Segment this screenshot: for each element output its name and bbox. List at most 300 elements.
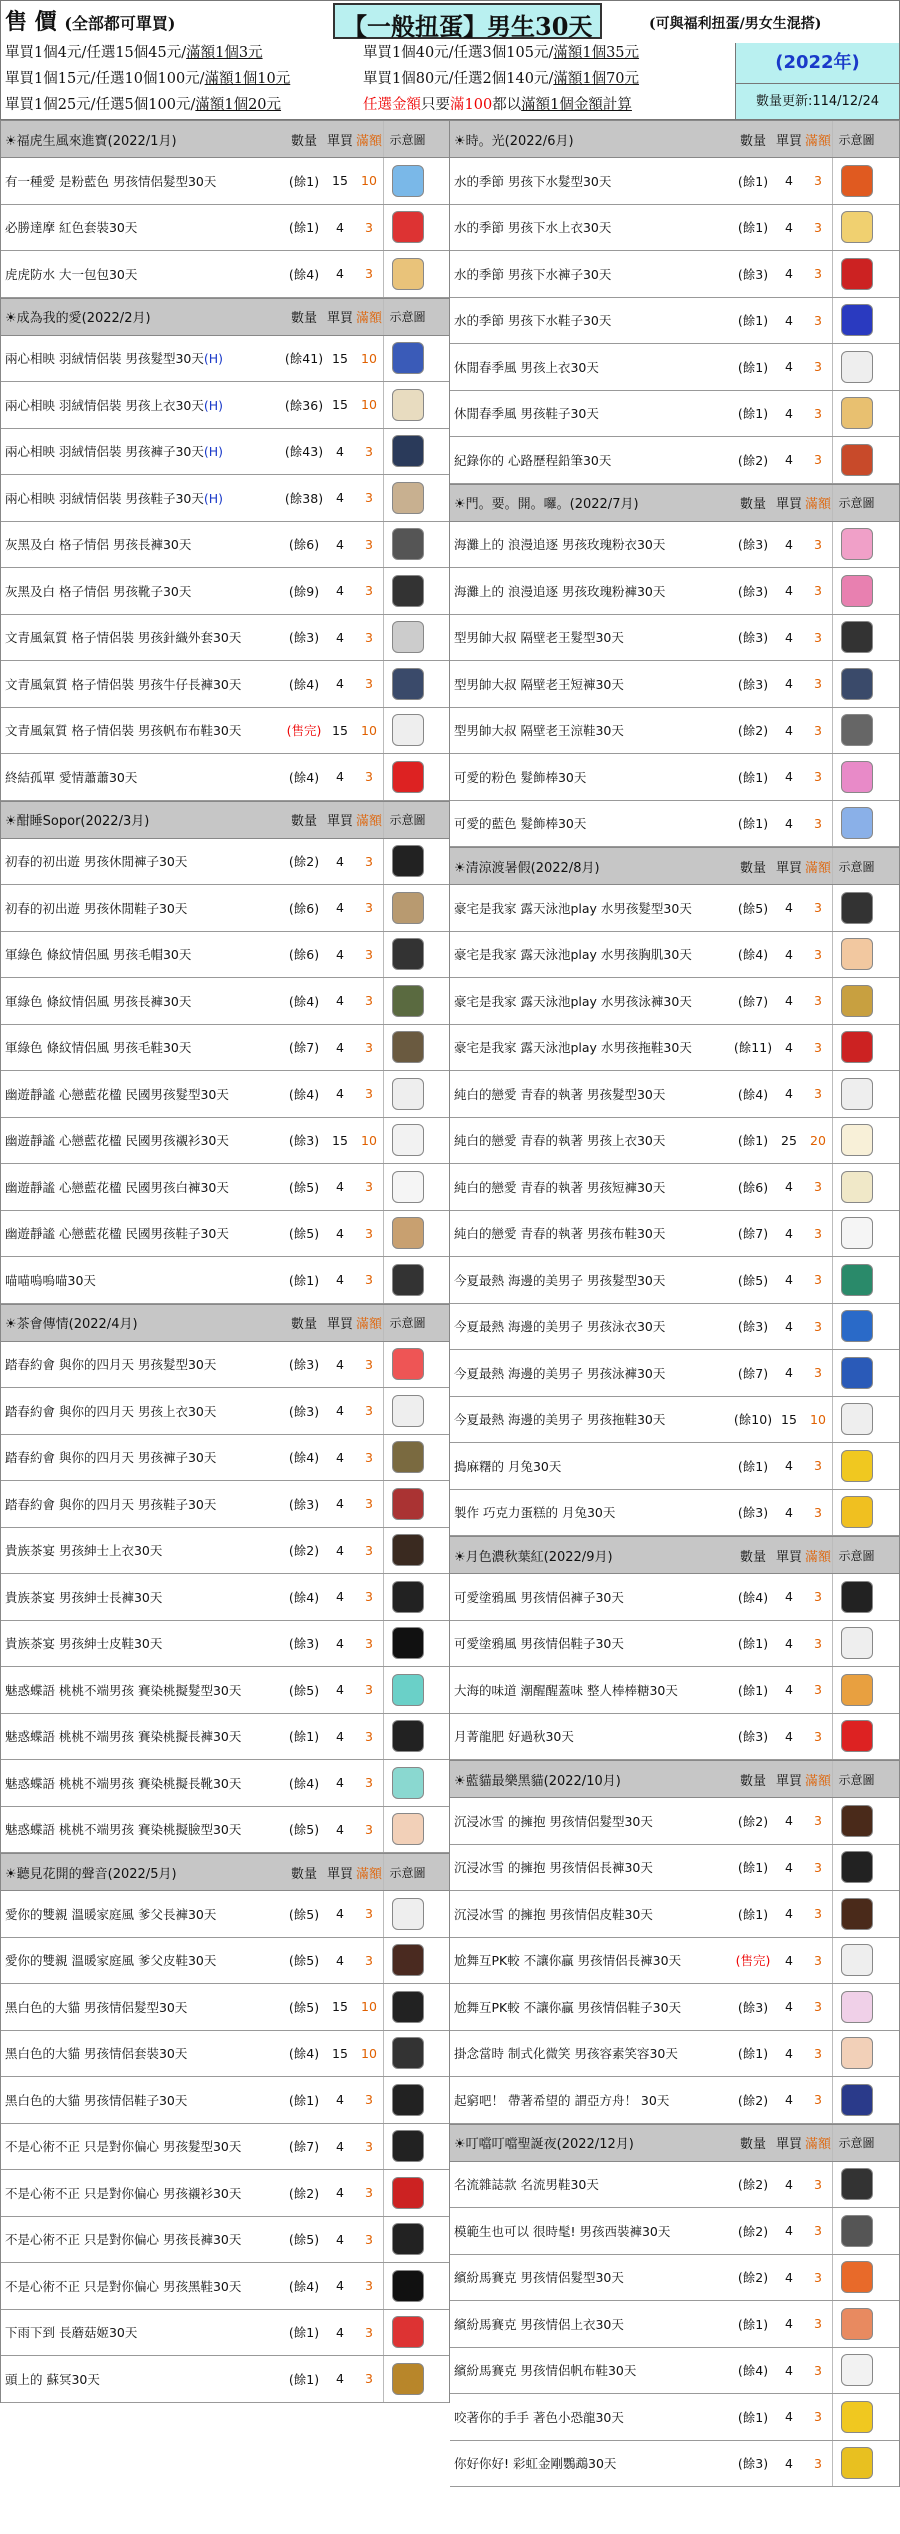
item-name-text: 魅惑蝶語 桃桃不端男孩 賽染桃擬臉型30天 (5, 1822, 242, 1838)
item-name-text: 可愛塗鴉風 男孩情侶鞋子30天 (454, 1636, 624, 1652)
item-thumbnail (832, 1798, 880, 1844)
item-thumbnail-icon (392, 575, 424, 607)
item-qty: (餘1) (288, 173, 320, 189)
item-thumbnail (832, 754, 880, 800)
table-row (1, 615, 449, 662)
item-thumbnail (832, 2077, 880, 2123)
item-thumbnail-icon (841, 575, 873, 607)
col-full-label: 滿額 (804, 497, 831, 512)
item-price: 4 (336, 1496, 344, 1512)
table-row (1, 978, 449, 1025)
item-full-price: 10 (361, 397, 377, 413)
item-thumbnail-icon (841, 2447, 873, 2479)
item-qty: (餘4) (288, 2278, 320, 2294)
item-name-text: 起窮吧！ 帶著希望的 謂亞方舟！ 30天 (454, 2092, 670, 2108)
table-row (450, 522, 899, 569)
item-thumbnail-icon (841, 668, 873, 700)
item-name-text: 海灘上的 浪漫追逐 男孩玫瑰粉衣30天 (454, 537, 666, 553)
item-full-price: 3 (814, 1728, 822, 1744)
item-name-text: 黑白色的大貓 男孩情侶髮型30天 (5, 1999, 188, 2015)
item-full-price: 3 (814, 2409, 822, 2425)
item-full-price: 10 (361, 350, 377, 366)
item-thumbnail (383, 1025, 431, 1071)
item-name (450, 1457, 732, 1475)
item-qty: (餘7) (737, 993, 769, 1009)
item-thumbnail (832, 298, 880, 344)
item-price: 4 (336, 2138, 344, 2154)
item-name-text: 純白的戀愛 青春的執著 男孩布鞋30天 (454, 1226, 666, 1242)
item-qty: (餘3) (737, 1319, 769, 1335)
item-name (1, 1131, 283, 1149)
item-thumbnail-icon (392, 2037, 424, 2069)
item-qty: (餘3) (288, 1496, 320, 1512)
item-name (1, 218, 283, 236)
table-row (450, 1845, 899, 1892)
item-thumbnail-icon (841, 528, 873, 560)
item-thumbnail (832, 1667, 880, 1713)
item-name (450, 2268, 732, 2286)
table-row (450, 2077, 899, 2124)
item-name (450, 628, 732, 646)
table-row (450, 1443, 899, 1490)
item-price: 4 (336, 900, 344, 916)
col-full-label: 滿額 (804, 2137, 831, 2152)
table-row (1, 1118, 449, 1165)
item-qty: (餘3) (737, 537, 769, 553)
item-full-price: 10 (810, 1411, 826, 1427)
item-name-text: 踏春約會 與你的四月天 男孩褲子30天 (5, 1450, 217, 1466)
item-price: 4 (336, 853, 344, 869)
item-thumbnail-icon (392, 2316, 424, 2348)
item-qty: (餘3) (737, 583, 769, 599)
item-name (1, 1355, 283, 1373)
table-row (450, 932, 899, 979)
item-price: 4 (785, 1318, 793, 1334)
item-thumbnail-icon (392, 211, 424, 243)
table-row (1, 1164, 449, 1211)
item-thumbnail (383, 1211, 431, 1257)
item-qty: (餘4) (288, 1086, 320, 1102)
item-full-price: 3 (814, 1682, 822, 1698)
price-segment: 滿100 (450, 97, 493, 113)
item-price: 4 (785, 722, 793, 738)
item-qty: (餘1) (737, 1458, 769, 1474)
item-thumbnail (832, 1164, 880, 1210)
item-full-price: 3 (365, 1449, 373, 1465)
item-price: 4 (336, 1682, 344, 1698)
item-price: 4 (336, 2324, 344, 2340)
item-name-text: 型男帥大叔 隔壁老王短褲30天 (454, 676, 624, 692)
item-price: 4 (336, 1179, 344, 1195)
item-thumbnail (832, 1211, 880, 1257)
item-qty: (餘3) (737, 1999, 769, 2015)
item-qty: (餘2) (737, 2270, 769, 2286)
table-row (1, 2217, 449, 2264)
item-thumbnail (383, 1891, 431, 1937)
item-thumbnail (832, 1984, 880, 2030)
table-row (450, 1164, 899, 1211)
item-name-text: 休閒春季風 男孩上衣30天 (454, 359, 599, 375)
item-qty: (餘7) (737, 1365, 769, 1381)
item-qty: (餘11) (733, 1040, 773, 1056)
item-thumbnail-icon (392, 1581, 424, 1613)
item-qty: (餘2) (737, 723, 769, 739)
item-full-price: 3 (365, 2185, 373, 2201)
item-qty: (餘1) (737, 2046, 769, 2062)
item-thumbnail (832, 251, 880, 297)
item-name-text: 魅惑蝶語 桃桃不端男孩 賽染桃擬髮型30天 (5, 1682, 242, 1698)
item-qty: (餘3) (737, 630, 769, 646)
item-name-suffix: (H) (203, 490, 224, 506)
item-price: 4 (336, 1635, 344, 1651)
item-thumbnail-icon (392, 938, 424, 970)
item-thumbnail-icon (841, 304, 873, 336)
item-thumbnail (832, 1350, 880, 1396)
item-price: 15 (332, 397, 348, 413)
item-full-price: 3 (814, 815, 822, 831)
table-row (1, 1714, 449, 1761)
item-thumbnail-icon (841, 1898, 873, 1930)
item-thumbnail-icon (392, 1944, 424, 1976)
table-row (1, 382, 449, 429)
item-thumbnail-icon (392, 258, 424, 290)
table-row (450, 1490, 899, 1537)
table-row (1, 1667, 449, 1714)
price-line (5, 41, 263, 62)
table-row (450, 1397, 899, 1444)
item-thumbnail-icon (841, 1031, 873, 1063)
item-qty: (餘3) (737, 676, 769, 692)
item-price: 4 (336, 536, 344, 552)
item-full-price: 3 (365, 266, 373, 282)
item-price: 4 (336, 1906, 344, 1922)
item-price: 4 (785, 1589, 793, 1605)
item-thumbnail-icon (841, 165, 873, 197)
item-thumbnail (383, 1388, 431, 1434)
item-full-price: 3 (365, 1635, 373, 1651)
item-name-text: 不是心術不正 只是對你偏心 男孩黑鞋30天 (5, 2278, 242, 2294)
item-full-price: 3 (365, 443, 373, 459)
left-column (0, 120, 450, 2403)
item-name (1, 992, 283, 1010)
item-thumbnail (832, 1071, 880, 1117)
item-thumbnail (383, 1164, 431, 1210)
price-line (363, 93, 632, 114)
price-segment: 滿額1個3元 (186, 45, 263, 61)
item-price: 4 (336, 2185, 344, 2201)
item-thumbnail (832, 2031, 880, 2077)
item-name (450, 2175, 732, 2193)
item-price: 4 (785, 2409, 793, 2425)
item-full-price: 3 (365, 900, 373, 916)
section-header (450, 484, 899, 522)
item-qty: (售完) (735, 1953, 771, 1969)
item-price: 15 (781, 1411, 797, 1427)
item-full-price: 3 (814, 1179, 822, 1195)
item-name (1, 2184, 283, 2202)
item-name-text: 貴族茶宴 男孩紳士長褲30天 (5, 1589, 163, 1605)
item-name (450, 535, 732, 553)
item-name-text: 兩心相映 羽絨情侶裝 男孩褲子30天 (5, 444, 204, 460)
item-thumbnail-icon (392, 845, 424, 877)
col-full-label: 滿額 (355, 1317, 382, 1332)
item-qty: (餘5) (288, 1906, 320, 1922)
item-thumbnail-icon (392, 1488, 424, 1520)
item-price: 4 (336, 2092, 344, 2108)
item-name-text: 月菁龍肥 好過秋30天 (454, 1729, 574, 1745)
item-qty: (餘1) (737, 2409, 769, 2425)
price-segment: 滿額1個10元 (204, 71, 291, 87)
item-thumbnail (832, 1118, 880, 1164)
item-full-price: 3 (365, 2278, 373, 2294)
item-thumbnail-icon (392, 1813, 424, 1845)
item-thumbnail (383, 708, 431, 754)
item-thumbnail-icon (392, 2363, 424, 2395)
item-thumbnail (383, 522, 431, 568)
table-row (1, 1760, 449, 1807)
item-full-price: 3 (365, 1179, 373, 1195)
item-name-text: 可愛的粉色 髮飾棒30天 (454, 769, 587, 785)
item-qty: (餘5) (288, 1953, 320, 1969)
item-name (1, 1634, 283, 1652)
item-name-text: 純白的戀愛 青春的執著 男孩髮型30天 (454, 1086, 666, 1102)
item-full-price: 3 (814, 946, 822, 962)
item-thumbnail (832, 978, 880, 1024)
col-img-label: 示意圖 (832, 2125, 880, 2161)
item-price: 4 (785, 1728, 793, 1744)
item-price: 4 (336, 1449, 344, 1465)
update-date: 數量更新:114/12/24 (735, 83, 899, 119)
item-qty: (餘4) (288, 769, 320, 785)
price-segment: 滿額1個20元 (195, 97, 282, 113)
col-qty-label: 數量 (739, 497, 766, 512)
item-thumbnail (383, 1118, 431, 1164)
section-title: ☀門。要。開。囉。(2022/7月) (454, 497, 639, 512)
item-qty: (餘1) (288, 1729, 320, 1745)
item-thumbnail (383, 1435, 431, 1481)
section-title: ☀叮噹叮噹聖誕夜(2022/12月) (454, 2137, 634, 2152)
item-qty: (餘1) (737, 173, 769, 189)
item-thumbnail (383, 2170, 431, 2216)
item-thumbnail (383, 205, 431, 251)
item-name (1, 2323, 283, 2341)
item-name-text: 掛念當時 制式化微笑 男孩容素笑容30天 (454, 2046, 678, 2062)
table-row (1, 1388, 449, 1435)
item-full-price: 3 (814, 1635, 822, 1651)
table-row (1, 251, 449, 298)
table-row (1, 475, 449, 522)
item-name (450, 404, 732, 422)
item-thumbnail-icon (841, 1851, 873, 1883)
section-header (450, 1760, 899, 1798)
col-img-label: 示意圖 (383, 299, 431, 335)
item-full-price: 3 (365, 2231, 373, 2247)
item-name-text: 搗麻糬的 月兔30天 (454, 1458, 562, 1474)
item-qty: (餘4) (737, 1086, 769, 1102)
section-title: ☀時。光(2022/6月) (454, 133, 574, 149)
item-thumbnail-icon (841, 621, 873, 653)
item-name (450, 1131, 732, 1149)
table-row (450, 1574, 899, 1621)
item-price: 4 (336, 946, 344, 962)
item-qty: (餘5) (288, 1999, 320, 2015)
table-row (1, 2310, 449, 2357)
col-qty-label: 數量 (290, 814, 317, 829)
item-name-text: 軍綠色 條紋情侶風 男孩毛鞋30天 (5, 1040, 192, 1056)
item-name (1, 1951, 283, 1969)
item-qty: (餘7) (288, 2139, 320, 2155)
item-name (450, 1271, 732, 1289)
item-price: 4 (785, 312, 793, 328)
item-qty: (餘43) (284, 444, 324, 460)
col-price-label: 單買 (775, 860, 802, 876)
table-row (450, 1025, 899, 1072)
item-thumbnail (383, 754, 431, 800)
item-name-text: 頭上的 蘇冥30天 (5, 2371, 100, 2387)
table-row (1, 2356, 449, 2403)
item-price: 4 (785, 452, 793, 468)
item-name-text: 下雨下到 長蘑菇姬30天 (5, 2325, 138, 2341)
item-thumbnail-icon (841, 2261, 873, 2293)
item-thumbnail (383, 1667, 431, 1713)
item-thumbnail-icon (392, 1264, 424, 1296)
item-full-price: 3 (814, 2045, 822, 2061)
item-name-text: 可愛的藍色 髮飾棒30天 (454, 816, 587, 832)
item-name (1, 1224, 283, 1242)
item-name-text: 初春的初出遊 男孩休閒褲子30天 (5, 854, 188, 870)
item-thumbnail (832, 708, 880, 754)
item-name-text: 文青風氣質 格子情侶裝 男孩帆布布鞋30天 (5, 723, 242, 739)
item-price: 4 (336, 1728, 344, 1744)
table-row (450, 708, 899, 755)
item-qty: (餘5) (288, 1822, 320, 1838)
main-title-note: (可與福利扭蛋/男女生混搭) (649, 16, 822, 32)
item-name (1, 1820, 283, 1838)
item-thumbnail-icon (841, 1450, 873, 1482)
item-name-text: 豪宅是我家 露天泳池play 水男孩泳褲30天 (454, 993, 692, 1009)
item-thumbnail (832, 1714, 880, 1760)
item-name-text: 大海的味道 潮醒醒蓋味 整人棒棒糖30天 (454, 1682, 678, 1698)
item-thumbnail (383, 336, 431, 382)
item-thumbnail (832, 1574, 880, 1620)
section-header (1, 120, 449, 158)
item-qty: (餘7) (737, 1226, 769, 1242)
item-thumbnail-icon (841, 2215, 873, 2247)
price-header (0, 0, 900, 120)
item-full-price: 3 (365, 1952, 373, 1968)
item-qty: (餘36) (284, 397, 324, 413)
item-price: 4 (785, 266, 793, 282)
item-thumbnail (832, 568, 880, 614)
item-price: 4 (785, 219, 793, 235)
item-name-text: 可愛塗鴉風 男孩情侶褲子30天 (454, 1589, 624, 1605)
item-qty: (餘1) (737, 220, 769, 236)
item-qty: (餘1) (288, 2092, 320, 2108)
item-price: 4 (336, 219, 344, 235)
item-name (1, 396, 283, 414)
item-price: 4 (336, 2278, 344, 2294)
item-name-text: 幽遊靜謐 心戀藍花楹 民國男孩鞋子30天 (5, 1226, 229, 1242)
item-name (1, 172, 283, 190)
item-full-price: 3 (814, 2316, 822, 2332)
item-full-price: 3 (814, 2269, 822, 2285)
item-name-text: 水的季節 男孩下水上衣30天 (454, 220, 612, 236)
item-thumbnail-icon (392, 528, 424, 560)
item-price: 4 (336, 1542, 344, 1558)
item-qty: (餘1) (737, 359, 769, 375)
item-full-price: 3 (814, 2223, 822, 2239)
item-name-text: 名流雜誌款 名流男鞋30天 (454, 2177, 599, 2193)
table-row (1, 1891, 449, 1938)
item-price: 4 (336, 629, 344, 645)
table-row (450, 568, 899, 615)
item-qty: (餘7) (288, 1040, 320, 1056)
item-thumbnail (383, 158, 431, 204)
item-qty: (餘41) (284, 351, 324, 367)
item-price: 4 (785, 1999, 793, 2015)
item-qty: (餘6) (737, 1179, 769, 1195)
item-qty: (餘2) (288, 1543, 320, 1559)
item-price: 4 (785, 2045, 793, 2061)
col-img-label: 示意圖 (832, 848, 880, 884)
item-full-price: 3 (365, 1682, 373, 1698)
item-thumbnail-icon (841, 397, 873, 429)
item-name (450, 2454, 732, 2472)
sale-title-text: 售 價 (5, 9, 57, 35)
item-price: 4 (785, 1039, 793, 1055)
item-thumbnail-icon (392, 1348, 424, 1380)
price-segment: 滿額1個金額計算 (521, 97, 632, 113)
item-full-price: 3 (814, 1504, 822, 1520)
item-qty: (餘1) (737, 1636, 769, 1652)
item-price: 15 (332, 350, 348, 366)
item-qty: (餘38) (284, 490, 324, 506)
item-name (1, 852, 283, 870)
item-thumbnail (832, 2441, 880, 2487)
item-full-price: 10 (361, 1999, 377, 2015)
item-thumbnail-icon (392, 1078, 424, 1110)
item-thumbnail-icon (841, 2308, 873, 2340)
item-thumbnail (832, 437, 880, 483)
item-price: 4 (336, 2371, 344, 2387)
item-full-price: 3 (365, 2324, 373, 2340)
item-thumbnail (832, 2208, 880, 2254)
item-qty: (餘5) (288, 1179, 320, 1195)
table-row (450, 205, 899, 252)
item-thumbnail-icon (841, 2037, 873, 2069)
item-name (450, 1812, 732, 1830)
item-name (450, 1178, 732, 1196)
item-price: 4 (336, 1086, 344, 1102)
item-price: 4 (336, 993, 344, 1009)
item-thumbnail (832, 1257, 880, 1303)
col-qty-label: 數量 (739, 1773, 766, 1789)
price-segment: 都以 (492, 97, 522, 113)
item-full-price: 3 (814, 2362, 822, 2378)
col-full-label: 滿額 (804, 860, 831, 876)
item-thumbnail-icon (392, 1441, 424, 1473)
item-full-price: 3 (365, 676, 373, 692)
col-qty-label: 數量 (739, 2137, 766, 2152)
item-price: 4 (785, 1813, 793, 1829)
item-name (1, 2277, 283, 2295)
item-price: 4 (785, 2316, 793, 2332)
item-full-price: 3 (814, 1272, 822, 1288)
item-thumbnail-icon (841, 351, 873, 383)
item-price: 4 (785, 1458, 793, 1474)
item-name (450, 1905, 732, 1923)
item-price: 4 (785, 2455, 793, 2471)
